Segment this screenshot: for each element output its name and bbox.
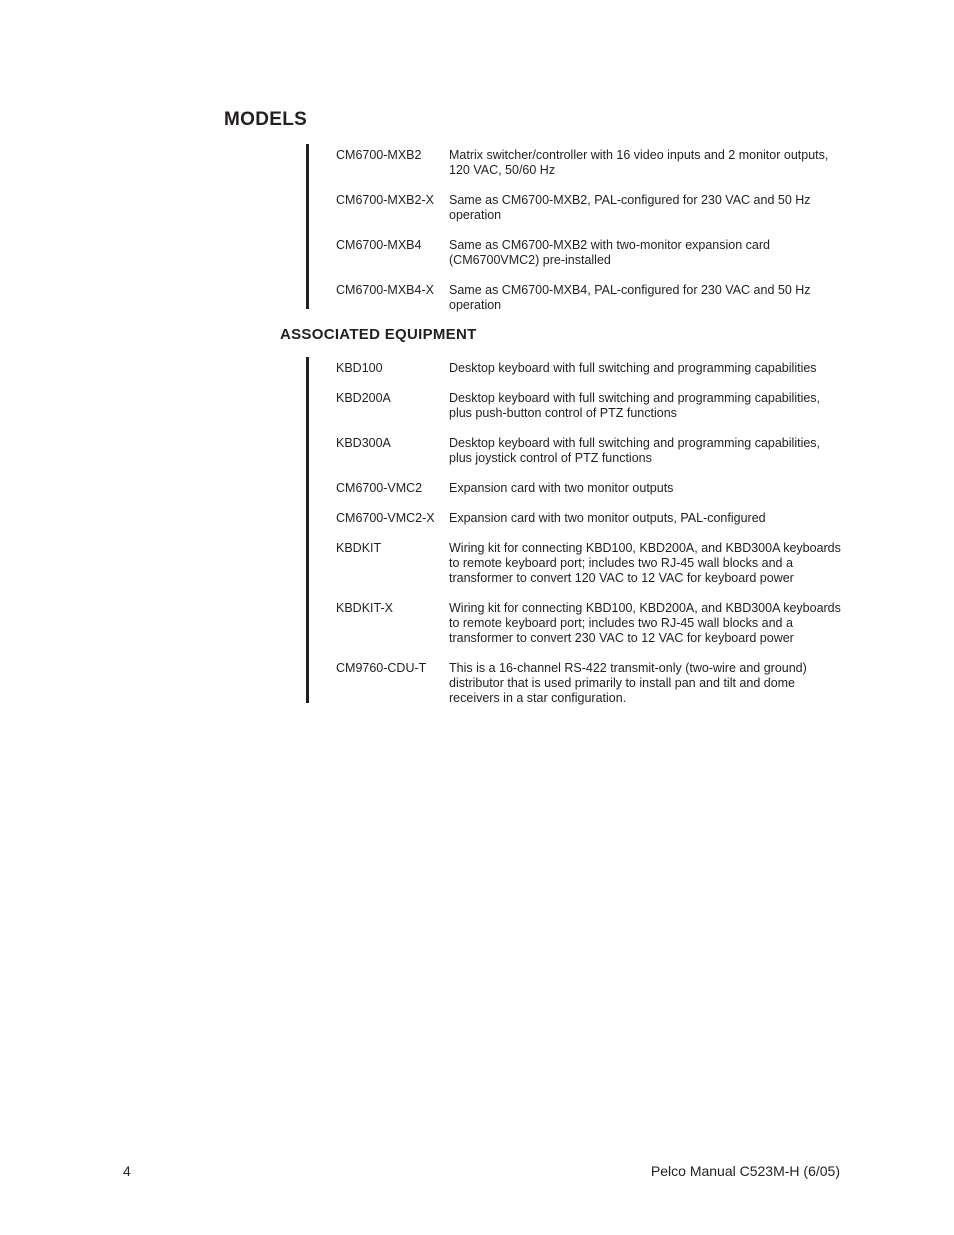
models-heading: MODELS bbox=[224, 109, 308, 130]
equipment-code: KBD100 bbox=[336, 361, 383, 375]
equipment-code: KBD200A bbox=[336, 391, 391, 405]
model-row bbox=[336, 283, 846, 313]
model-code: CM6700-MXB2-X bbox=[336, 193, 434, 207]
model-row bbox=[336, 193, 846, 223]
model-code: CM6700-MXB4-X bbox=[336, 283, 434, 297]
equipment-code: KBD300A bbox=[336, 436, 391, 450]
equipment-row bbox=[336, 481, 846, 496]
equipment-row bbox=[336, 361, 846, 376]
model-description: Matrix switcher/controller with 16 video inputs and 2 monitor outputs, 120 VAC, 50/60 Hz bbox=[449, 148, 829, 177]
equipment-code: KBDKIT-X bbox=[336, 601, 393, 615]
equipment-code: CM6700-VMC2 bbox=[336, 481, 423, 495]
equipment-row bbox=[336, 661, 846, 706]
equipment-code: KBDKIT bbox=[336, 541, 382, 555]
equipment-row bbox=[336, 601, 846, 646]
associated-equipment-change-bar bbox=[306, 357, 309, 703]
equipment-row bbox=[336, 436, 846, 466]
equipment-description: Desktop keyboard with full switching and programming capabilities, plus joystick control of PTZ functions bbox=[449, 436, 821, 465]
equipment-code: CM6700-VMC2-X bbox=[336, 511, 435, 525]
model-description: Same as CM6700-MXB2, PAL-configured for 230 VAC and 50 Hz operation bbox=[449, 193, 811, 222]
equipment-description: Desktop keyboard with full switching and programming capabilities, plus push-button control of PTZ functions bbox=[449, 391, 821, 420]
equipment-code: CM9760-CDU-T bbox=[336, 661, 427, 675]
model-row bbox=[336, 238, 846, 268]
equipment-description: Wiring kit for connecting KBD100, KBD200A, and KBD300A keyboards to remote keyboard port; includes two RJ-45 wall blocks and a transformer to convert 230 VAC to 12 VAC for keyboard power bbox=[449, 601, 841, 645]
associated-equipment-list bbox=[336, 361, 846, 721]
model-row bbox=[336, 148, 846, 178]
equipment-description: Desktop keyboard with full switching and programming capabilities bbox=[449, 361, 817, 375]
equipment-row bbox=[336, 511, 846, 526]
equipment-row bbox=[336, 541, 846, 586]
models-list bbox=[336, 148, 846, 328]
manual-reference: Pelco Manual C523M-H (6/05) bbox=[650, 1163, 840, 1179]
page-number: 4 bbox=[123, 1163, 131, 1179]
equipment-description: Expansion card with two monitor outputs, PAL-configured bbox=[449, 511, 766, 525]
model-description: Same as CM6700-MXB4, PAL-configured for 230 VAC and 50 Hz operation bbox=[449, 283, 811, 312]
equipment-description: This is a 16-channel RS-422 transmit-only (two-wire and ground) distributor that is used primarily to install pan and tilt and dome receivers in a star configuration. bbox=[449, 661, 807, 705]
equipment-description: Wiring kit for connecting KBD100, KBD200A, and KBD300A keyboards to remote keyboard port; includes two RJ-45 wall blocks and a transformer to convert 120 VAC to 12 VAC for keyboard power bbox=[449, 541, 841, 585]
models-change-bar bbox=[306, 144, 309, 309]
model-description: Same as CM6700-MXB2 with two-monitor expansion card (CM6700VMC2) pre-installed bbox=[449, 238, 770, 267]
model-code: CM6700-MXB2 bbox=[336, 148, 422, 162]
equipment-row bbox=[336, 391, 846, 421]
associated-equipment-heading: ASSOCIATED EQUIPMENT bbox=[280, 326, 477, 343]
equipment-description: Expansion card with two monitor outputs bbox=[449, 481, 674, 495]
model-code: CM6700-MXB4 bbox=[336, 238, 422, 252]
